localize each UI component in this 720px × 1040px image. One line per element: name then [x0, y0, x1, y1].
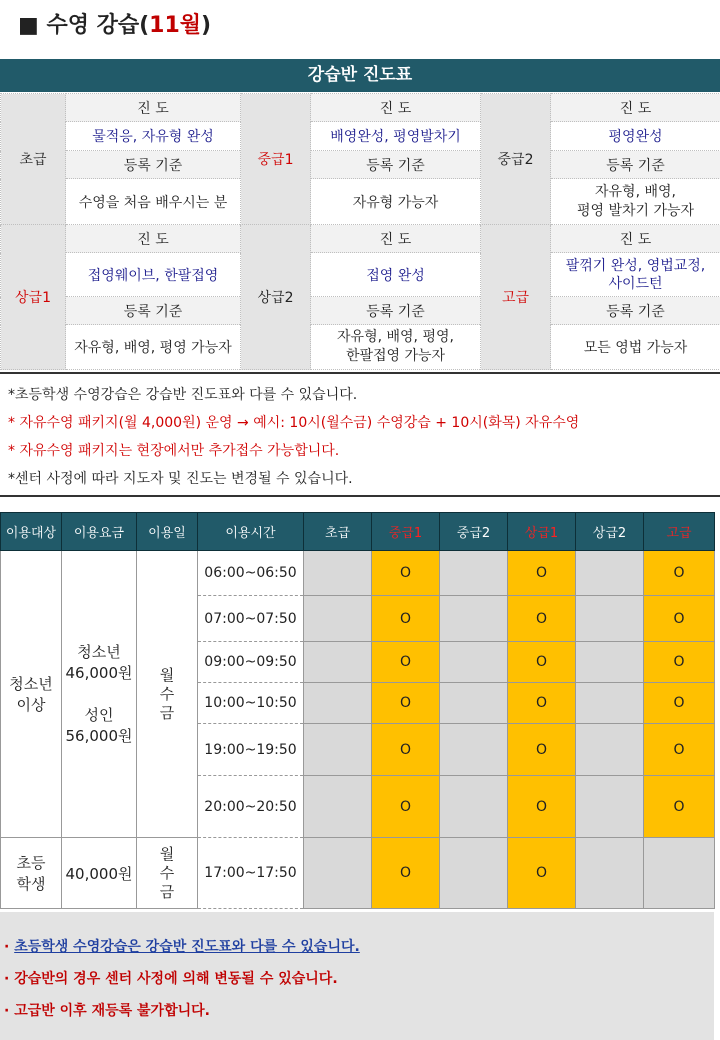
cell-intermediate1: O — [372, 551, 440, 596]
cell-expert: O — [644, 683, 715, 724]
cell-beginner — [304, 724, 372, 776]
criteria-label: 등록 기준 — [66, 151, 241, 179]
criteria-value: 모든 영법 가능자 — [551, 325, 720, 370]
criteria-label: 등록 기준 — [66, 297, 241, 325]
cell-intermediate1: O — [372, 838, 440, 909]
cell-advanced1: O — [508, 596, 576, 642]
header-target: 이용대상 — [1, 513, 62, 551]
cell-beginner — [304, 683, 372, 724]
footer-note: · 초등학생 수영강습은 강습반 진도표와 다를 수 있습니다. — [4, 939, 360, 955]
header-expert: 고급 — [644, 513, 715, 551]
cell-advanced1: O — [508, 683, 576, 724]
cell-beginner — [304, 776, 372, 838]
time-slot: 10:00~10:50 — [198, 683, 304, 724]
cell-intermediate2 — [440, 724, 508, 776]
header-advanced1: 상급1 — [508, 513, 576, 551]
progress-label: 진 도 — [66, 94, 241, 122]
cell-beginner — [304, 551, 372, 596]
progress-content: 배영완성, 평영발차기 — [311, 122, 481, 151]
cell-expert: O — [644, 642, 715, 683]
cell-expert: O — [644, 776, 715, 838]
progress-label: 진 도 — [311, 94, 481, 122]
cell-intermediate1: O — [372, 724, 440, 776]
fee-elementary: 40,000원 — [62, 838, 137, 909]
time-slot: 09:00~09:50 — [198, 642, 304, 683]
header-intermediate1: 중급1 — [372, 513, 440, 551]
criteria-label: 등록 기준 — [311, 151, 481, 179]
criteria-value: 수영을 처음 배우시는 분 — [66, 179, 241, 225]
cell-expert: O — [644, 724, 715, 776]
cell-beginner — [304, 596, 372, 642]
note-item: * 자유수영 패키지(월 4,000원) 운영 → 예시: 10시(월수금) 수영강습 + 10시(화목) 자유수영 — [8, 415, 580, 431]
progress-banner: 강습반 진도표 — [0, 59, 720, 92]
cell-advanced1: O — [508, 551, 576, 596]
cell-advanced2 — [576, 776, 644, 838]
time-slot: 17:00~17:50 — [198, 838, 304, 909]
header-intermediate2: 중급2 — [440, 513, 508, 551]
criteria-label: 등록 기준 — [311, 297, 481, 325]
cell-beginner — [304, 642, 372, 683]
cell-intermediate2 — [440, 596, 508, 642]
cell-beginner — [304, 838, 372, 909]
criteria-value: 자유형 가능자 — [311, 179, 481, 225]
time-slot: 07:00~07:50 — [198, 596, 304, 642]
table-row — [1, 838, 715, 909]
target-elementary: 초등 학생 — [1, 838, 62, 909]
cell-intermediate1: O — [372, 596, 440, 642]
days-mwf: 월 수 금 — [137, 551, 198, 838]
progress-content: 접영 완성 — [311, 253, 481, 297]
cell-advanced1: O — [508, 838, 576, 909]
cell-advanced2 — [576, 642, 644, 683]
cell-expert: O — [644, 596, 715, 642]
footer-note: · 고급반 이후 재등록 불가합니다. — [4, 1003, 210, 1019]
progress-content: 물적응, 자유형 완성 — [66, 122, 241, 151]
progress-content: 팔꺾기 완성, 영법교정, 사이드턴 — [551, 253, 720, 297]
time-slot: 20:00~20:50 — [198, 776, 304, 838]
cell-intermediate1: O — [372, 642, 440, 683]
level-advanced1: 상급1 — [1, 225, 66, 370]
progress-label: 진 도 — [66, 225, 241, 253]
cell-advanced1: O — [508, 724, 576, 776]
days-mwf: 월 수 금 — [137, 838, 198, 909]
cell-intermediate1: O — [372, 776, 440, 838]
header-beginner: 초급 — [304, 513, 372, 551]
cell-advanced1: O — [508, 776, 576, 838]
cell-intermediate2 — [440, 838, 508, 909]
table-row — [1, 551, 715, 596]
cell-intermediate2 — [440, 776, 508, 838]
header-advanced2: 상급2 — [576, 513, 644, 551]
cell-advanced2 — [576, 838, 644, 909]
header-time: 이용시간 — [198, 513, 304, 551]
level-beginner: 초급 — [1, 94, 66, 225]
criteria-value: 자유형, 배영, 평영, 한팔접영 가능자 — [311, 325, 481, 370]
footer-note-text: 고급반 이후 재등록 불가합니다. — [14, 1003, 210, 1019]
level-intermediate1: 중급1 — [241, 94, 311, 225]
cell-expert: O — [644, 551, 715, 596]
note-item: *초등학생 수영강습은 강습반 진도표와 다를 수 있습니다. — [8, 387, 358, 403]
cell-advanced2 — [576, 551, 644, 596]
schedule-table — [0, 512, 715, 909]
criteria-value: 자유형, 배영, 평영 가능자 — [66, 325, 241, 370]
footer-notes — [0, 912, 714, 1040]
page-title: ■ 수영 강습(11월) — [18, 13, 212, 38]
notes-section — [0, 372, 720, 497]
time-slot: 19:00~19:50 — [198, 724, 304, 776]
criteria-value: 자유형, 배영, 평영 발차기 가능자 — [551, 179, 720, 225]
progress-label: 진 도 — [551, 225, 720, 253]
cell-advanced2 — [576, 724, 644, 776]
progress-content: 접영웨이브, 한팔접영 — [66, 253, 241, 297]
level-expert: 고급 — [481, 225, 551, 370]
cell-intermediate2 — [440, 642, 508, 683]
footer-note: · 강습반의 경우 센터 사정에 의해 변동될 수 있습니다. — [4, 971, 338, 987]
footer-note-text: 초등학생 수영강습은 강습반 진도표와 다를 수 있습니다. — [14, 939, 360, 955]
cell-intermediate1: O — [372, 683, 440, 724]
progress-content: 평영완성 — [551, 122, 720, 151]
note-item: *센터 사정에 따라 지도자 및 진도는 변경될 수 있습니다. — [8, 471, 353, 487]
progress-table — [0, 93, 720, 370]
criteria-label: 등록 기준 — [551, 297, 720, 325]
level-intermediate2: 중급2 — [481, 94, 551, 225]
fee-youth-adult: 청소년 46,000원 성인 56,000원 — [62, 551, 137, 838]
cell-intermediate2 — [440, 683, 508, 724]
header-fee: 이용요금 — [62, 513, 137, 551]
criteria-label: 등록 기준 — [551, 151, 720, 179]
footer-note-text: 강습반의 경우 센터 사정에 의해 변동될 수 있습니다. — [14, 971, 338, 987]
progress-label: 진 도 — [551, 94, 720, 122]
cell-advanced1: O — [508, 642, 576, 683]
header-days: 이용일 — [137, 513, 198, 551]
cell-intermediate2 — [440, 551, 508, 596]
time-slot: 06:00~06:50 — [198, 551, 304, 596]
cell-expert — [644, 838, 715, 909]
cell-advanced2 — [576, 596, 644, 642]
target-youth-adult: 청소년 이상 — [1, 551, 62, 838]
progress-label: 진 도 — [311, 225, 481, 253]
note-item: * 자유수영 패키지는 현장에서만 추가접수 가능합니다. — [8, 443, 340, 459]
cell-advanced2 — [576, 683, 644, 724]
level-advanced2: 상급2 — [241, 225, 311, 370]
